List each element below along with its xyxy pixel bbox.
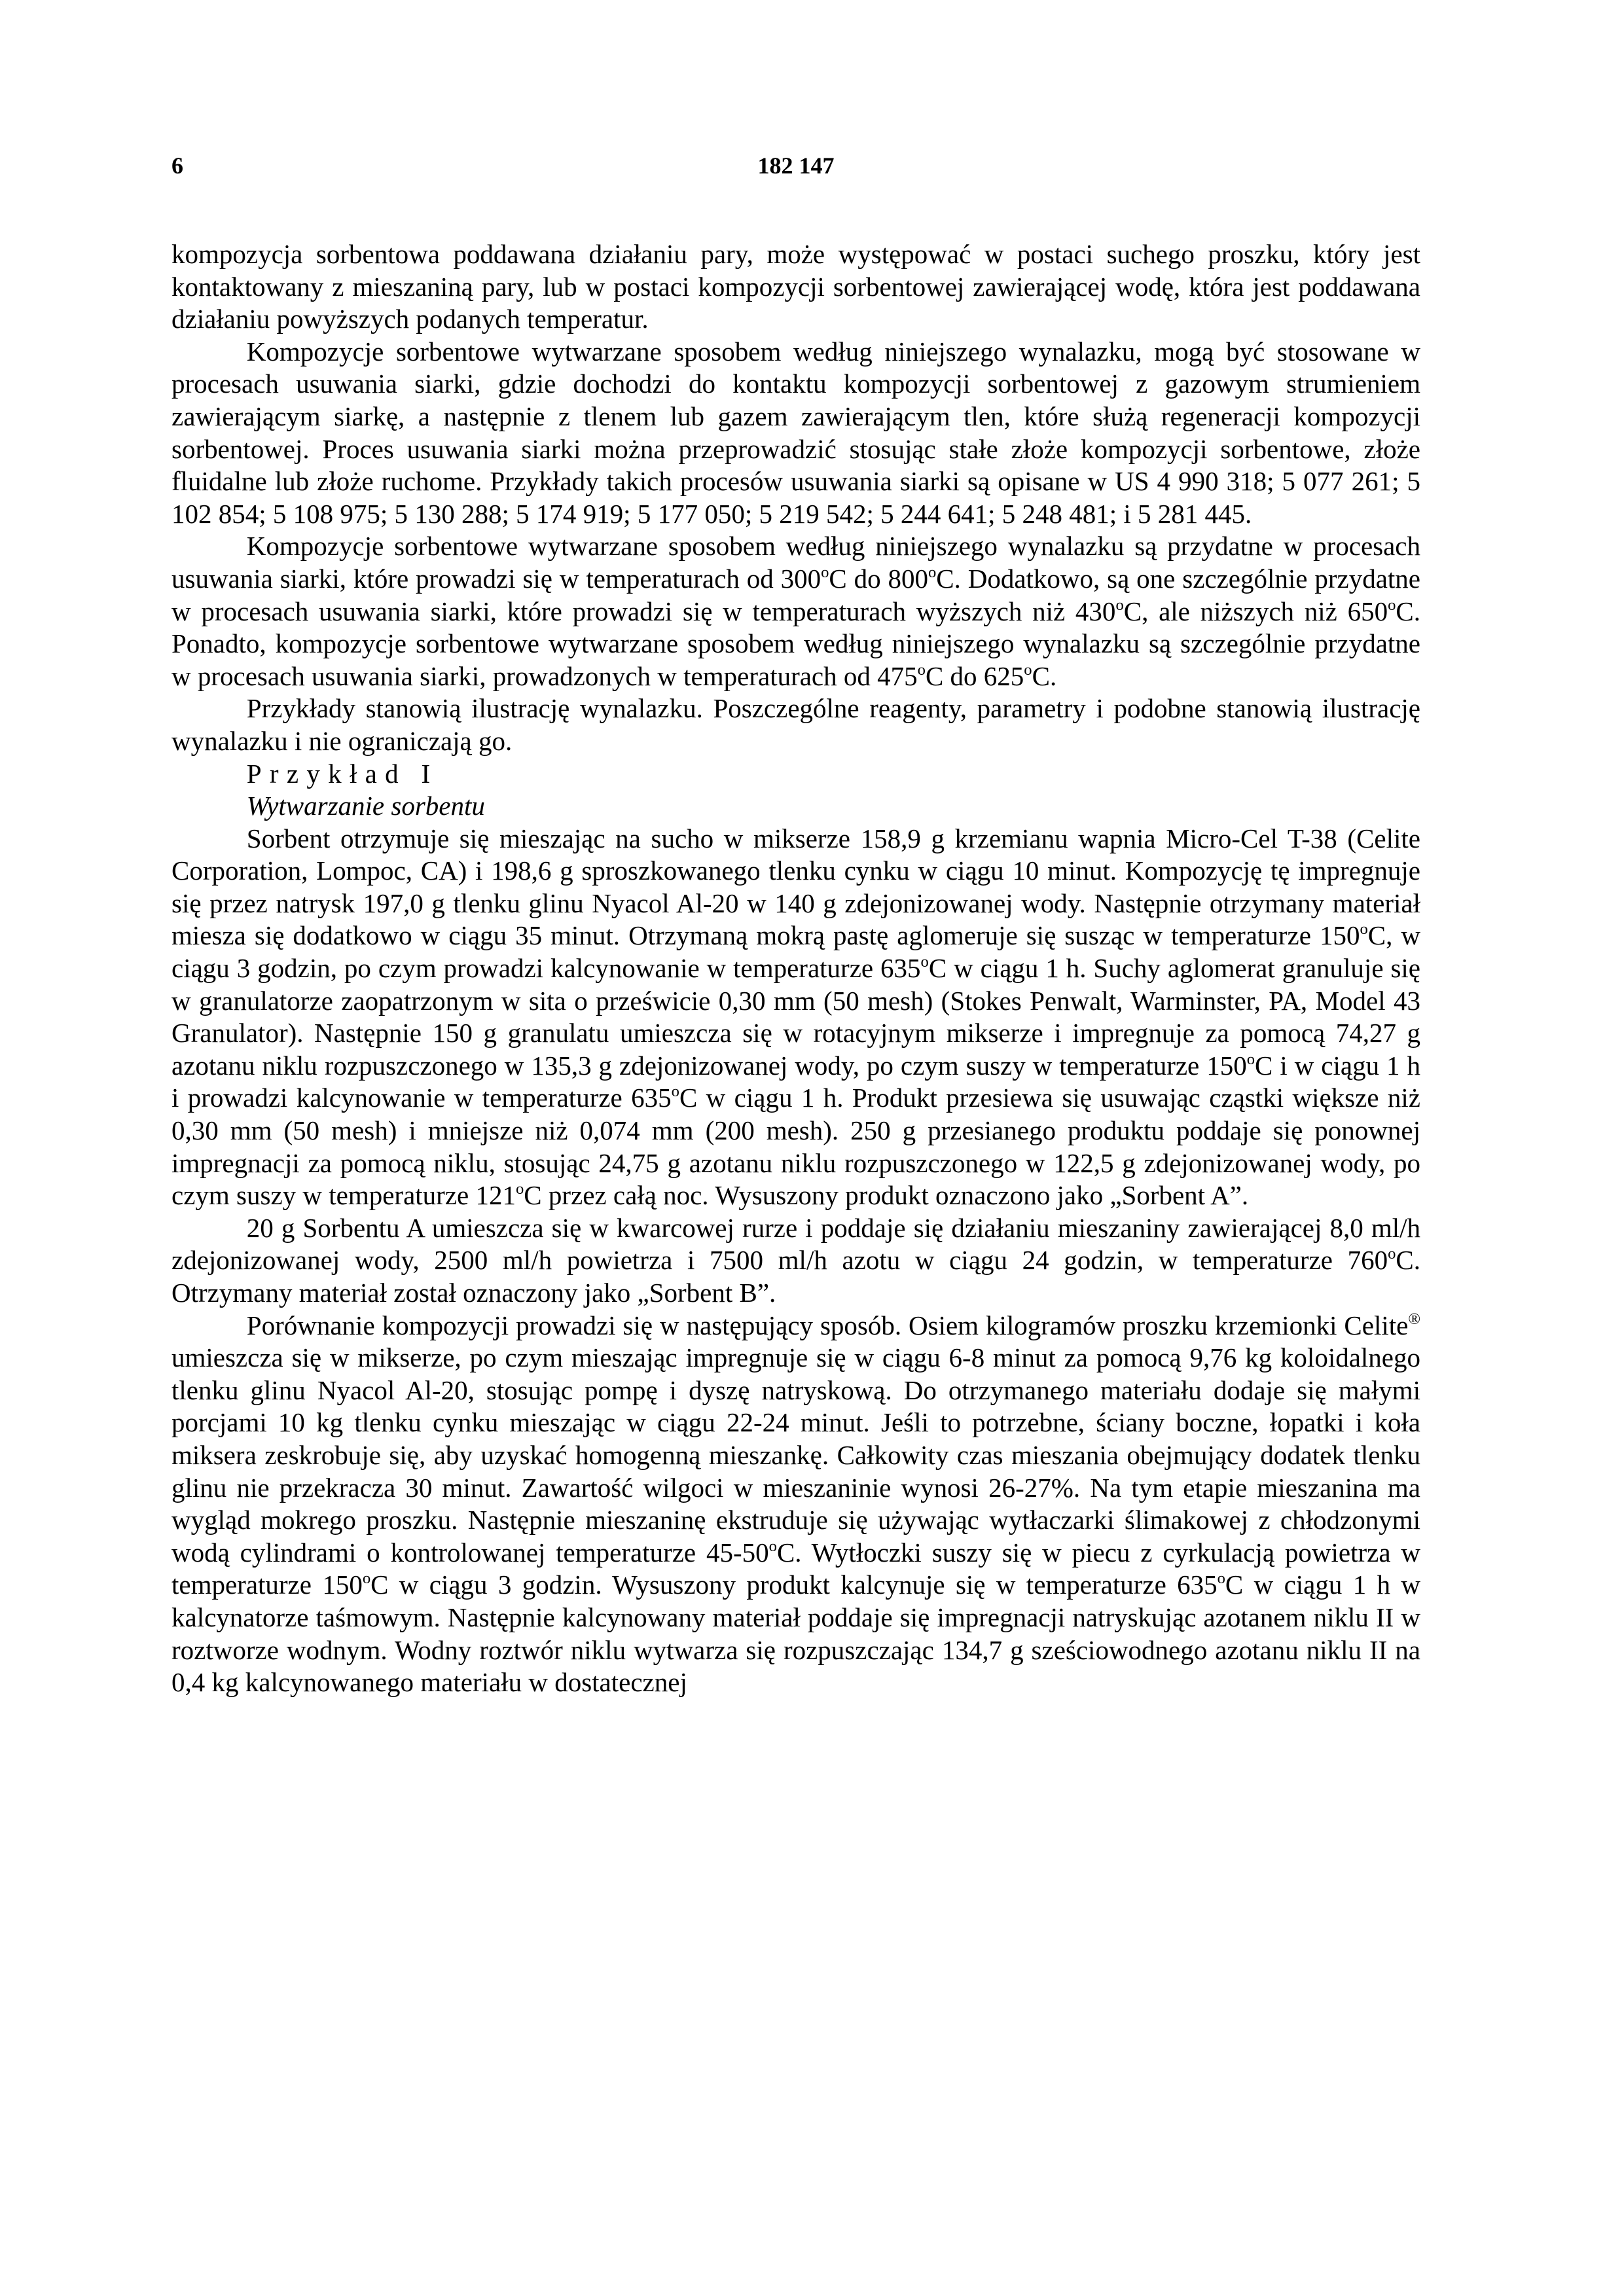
registered-sign: ® — [1408, 1310, 1420, 1328]
paragraph-5-text-f: C przez całą noc. Wysuszony produkt oznaczono jako „Sorbent A”. — [524, 1180, 1249, 1211]
paragraph-1: kompozycja sorbentowa poddawana działaniu pary, może występować w postaci suchego proszku, który jest kontaktowany z mieszaniną pary, lub w postaci kompozycji sorbentowej zawierającej wodę, która jest poddawana działaniu powyższych podanych temperatur. — [171, 239, 1420, 334]
paragraph-6-text-b: C. Otrzymany materiał został oznaczony jako „Sorbent B”. — [171, 1245, 1420, 1308]
paragraph-5-text-a: Sorbent otrzymuje się mieszając na sucho w mikserze 158,9 g krzemianu wapnia Micro-Cel T-38 (Celite Corporation, Lompoc, CA) i 198,6 g sproszkowanego tlenku cynku w ciągu 10 minut. Kompozycję tę impregnuje się przez natrysk 197,0 g tlenku glinu Nyacol Al-20 w 140 g zdejonizowanej wody. Następnie otrzymany materiał miesza się dodatkowo w ciągu 35 minut. Otrzymaną mokrą pastę aglomeruje się susząc w temperaturze 150 — [171, 823, 1420, 951]
degree-sign: o — [928, 563, 937, 581]
paragraph-3 — [171, 530, 1420, 692]
paragraph-3-text-c: C. Dodatkowo, są one szczególnie przydatne w procesach usuwania siarki, które prowadzi się w temperaturach wyższych niż 430 — [171, 563, 1420, 626]
paragraph-7-text-d: C w ciągu 3 godzin. Wysuszony produkt kalcynuje się w temperaturze 635 — [370, 1570, 1218, 1600]
degree-sign: o — [671, 1083, 679, 1101]
document-number: 182 147 — [757, 152, 835, 179]
page-number: 6 — [171, 152, 183, 179]
degree-sign: o — [1217, 1570, 1225, 1588]
degree-sign: o — [917, 660, 926, 679]
degree-sign: o — [515, 1180, 524, 1198]
paragraph-7-text-e: C w ciągu 1 h w kalcynatorze taśmowym. Następnie kalcynowany materiał poddaje się impregnacji natryskując azotanem niklu II w roztworze wodnym. Wodny roztwór niklu wytwarza się rozpuszczając 134,7 g sześciowodnego azotanu niklu II na 0,4 kg kalcynowanego materiału w dostatecznej — [171, 1570, 1420, 1698]
paragraph-3-text-e: C. Ponadto, kompozycje sorbentowe wytwarzane sposobem według niniejszego wynalazku są szczególnie przydatne w procesach usuwania siarki, prowadzonych w temperaturach od 475 — [171, 596, 1420, 691]
degree-sign: o — [1115, 596, 1124, 614]
paragraph-5-text-c: C w ciągu 1 h. Suchy aglomerat granuluje się w granulatorze zaopatrzonym w sita o prześwicie 0,30 mm (50 mesh) (Stokes Penwalt, Warminster, PA, Model 43 Granulator). Następnie 150 g granulatu umieszcza się w rotacyjnym mikserze i impregnuje za pomocą 74,27 g azotanu niklu rozpuszczonego w 135,3 g zdejonizowanej wody, po czym suszy w temperaturze 150 — [171, 953, 1420, 1081]
paragraph-5-text-b: C, w ciągu 3 godzin, po czym prowadzi kalcynowanie w temperaturze 635 — [171, 920, 1420, 984]
degree-sign: o — [1388, 596, 1396, 614]
degree-sign: o — [1388, 1245, 1396, 1263]
degree-sign: o — [768, 1537, 777, 1555]
paragraph-5 — [171, 823, 1420, 1212]
degree-sign: o — [362, 1570, 371, 1588]
paragraph-3-text-a: Kompozycje sorbentowe wytwarzane sposobem według niniejszego wynalazku są przydatne w procesach usuwania siarki, które prowadzi się w temperaturach od 300 — [171, 531, 1420, 594]
example-heading: Przykład I — [246, 758, 439, 789]
paragraph-3-text-b: C do 800 — [829, 563, 928, 594]
degree-sign: o — [1360, 920, 1368, 939]
degree-sign: o — [920, 953, 929, 971]
degree-sign: o — [1024, 660, 1032, 679]
paragraph-3-text-f: C do 625 — [925, 660, 1024, 691]
paragraph-2: Kompozycje sorbentowe wytwarzane sposobem według niniejszego wynalazku, mogą być stosowane w procesach usuwania siarki, gdzie dochodzi do kontaktu kompozycji sorbentowej z gazowym strumieniem zawierającym siarkę, a następnie z tlenem lub gazem zawierającym tlen, które służą regeneracji kompozycji sorbentowej. Proces usuwania siarki można przeprowadzić stosując stałe złoże kompozycji sorbentowe, złoże fluidalne lub złoże ruchome. Przykłady takich procesów usuwania siarki są opisane w US 4 990 318; 5 077 261; 5 102 854; 5 108 975; 5 130 288; 5 174 919; 5 177 050; 5 219 542; 5 244 641; 5 248 481; i 5 281 445. — [171, 336, 1420, 529]
paragraph-7 — [171, 1310, 1420, 1699]
paragraph-6-text-a: 20 g Sorbentu A umieszcza się w kwarcowej rurze i poddaje się działaniu mieszaniny zawierającej 8,0 ml/h zdejonizowanej wody, 2500 ml/h powietrza i 7500 ml/h azotu w ciągu 24 godzin, w temperaturze 760 — [171, 1212, 1420, 1276]
paragraph-3-text-d: C, ale niższych niż 650 — [1123, 596, 1388, 626]
page-header — [171, 152, 1420, 191]
paragraph-3-text-g: C. — [1032, 660, 1057, 691]
document-body — [171, 238, 1420, 1699]
paragraph-7-text-a: Porównanie kompozycji prowadzi się w następujący sposób. Osiem kilogramów proszku krzemionki Celite — [246, 1310, 1409, 1340]
example-subheading: Wytwarzanie sorbentu — [246, 791, 485, 821]
paragraph-4: Przykłady stanowią ilustrację wynalazku. Poszczególne reagenty, parametry i podobne stanowią ilustrację wynalazku i nie ograniczają go. — [171, 693, 1420, 756]
paragraph-6 — [171, 1212, 1420, 1310]
paragraph-7-text-c: C. Wytłoczki suszy się w piecu z cyrkulacją powietrza w temperaturze 150 — [171, 1537, 1420, 1600]
degree-sign: o — [1246, 1050, 1255, 1068]
paragraph-5-text-e: C w ciągu 1 h. Produkt przesiewa się usuwając cząstki większe niż 0,30 mm (50 mesh) i mniejsze niż 0,074 mm (200 mesh). 250 g przesianego produktu poddaje się ponownej impregnacji za pomocą niklu, stosując 24,75 g azotanu niklu rozpuszczonego w 122,5 g zdejonizowanej wody, po czym suszy w temperaturze 121 — [171, 1083, 1420, 1211]
paragraph-7-text-b: umieszcza się w mikserze, po czym mieszając impregnuje się w ciągu 6-8 minut za pomocą 9,76 kg koloidalnego tlenku glinu Nyacol Al-20, stosując pompę i dyszę natryskową. Do otrzymanego materiału dodaje się małymi porcjami 10 kg tlenku cynku mieszając w ciągu 22-24 minut. Jeśli to potrzebne, ściany boczne, łopatki i koła miksera zeskrobuje się, aby uzyskać homogenną mieszankę. Całkowity czas mieszania obejmujący dodatek tlenku glinu nie przekracza 30 minut. Zawartość wilgoci w mieszaninie wynosi 26-27%. Na tym etapie mieszanina ma wygląd mokrego proszku. Następnie mieszaninę ekstruduje się używając wytłaczarki ślimakowej z chłodzonymi wodą cylindrami o kontrolowanej temperaturze 45-50 — [171, 1342, 1420, 1568]
degree-sign: o — [821, 563, 829, 581]
paragraph-5-text-d: C i w ciągu 1 h i prowadzi kalcynowanie w temperaturze 635 — [171, 1050, 1420, 1113]
